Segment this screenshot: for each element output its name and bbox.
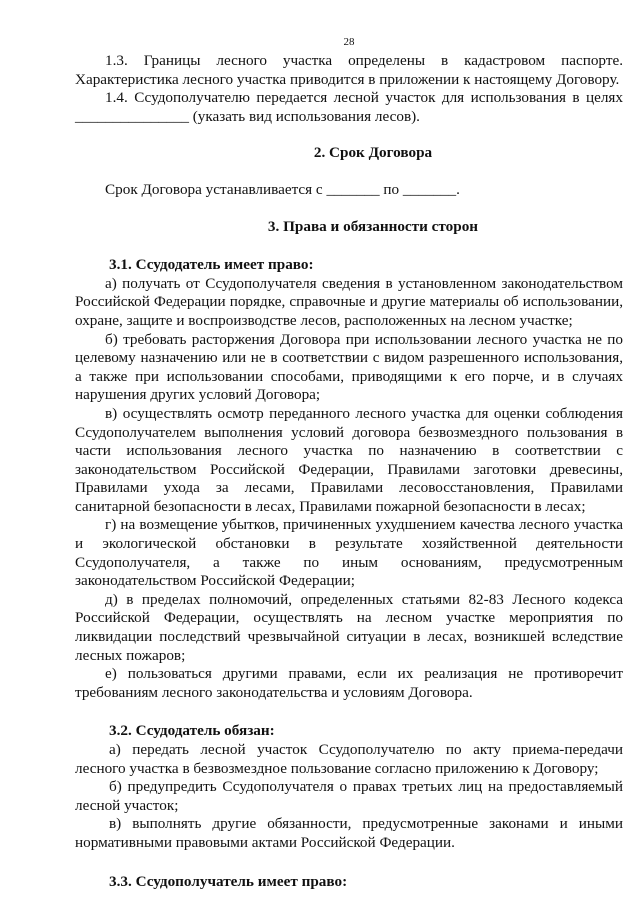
rights-item-e: е) пользоваться другими правами, если их реализация не противоречит требованиям лесного законодательства и условиям Договора. <box>75 665 623 701</box>
section-2-heading: 2. Срок Договора <box>313 144 433 162</box>
page-number: 28 <box>343 36 355 48</box>
rights-item-v: в) осуществлять осмотр переданного лесного участка для оценки соблюдения Ссудополучателем выполнения условий договора безвозмездного пользования в части использования лесного участка по назначению в соответствии с законодательством Российской Федерации, Правилами заготовки древесины, Правилами ухода за лесами, Правилами лесовосстановления, Правилами санитарной безопасности в лесах, Правилами пожарной безопасности в лесах; <box>75 404 623 515</box>
rights-item-b: б) требовать расторжения Договора при использовании лесного участка не по целевому назначению или не в соответствии с видом разрешенного использования, а также при использовании способами, приводящими к его порче, и в случаях нарушения других условий Договора; <box>75 330 623 404</box>
duties-item-a: а) передать лесной участок Ссудополучателю по акту приема-передачи лесного участка в безвозмездное пользование согласно приложению к Договору; <box>75 741 623 777</box>
rights-item-a: а) получать от Ссудополучателя сведения в установленном законодательством Российской Федерации порядке, справочные и другие материалы об использовании, охране, защите и воспроизводстве лесов, расположенных на лесном участке; <box>75 274 623 329</box>
subsection-3-3-heading: 3.3. Ссудополучатель имеет право: <box>109 872 348 890</box>
duties-item-b: б) предупредить Ссудополучателя о правах третьих лиц на предоставляемый лесной участок; <box>75 778 623 814</box>
term-paragraph: Срок Договора устанавливается с _______ по _______. <box>105 180 460 198</box>
rights-item-d: д) в пределах полномочий, определенных статьями 82-83 Лесного кодекса Российской Федерации, осуществлять на лесном участке мероприятия по ликвидации последствий чрезвычайной ситуации в лесах, возникшей вследствие лесных пожаров; <box>75 590 623 664</box>
paragraph-1-4: 1.4. Ссудополучателю передается лесной участок для использования в целях _______________ (указать вид использования лесов). <box>75 89 623 125</box>
section-3-heading: 3. Права и обязанности сторон <box>267 217 479 235</box>
paragraph-1-3: 1.3. Границы лесного участка определены в кадастровом паспорте. Характеристика лесного участка приводится в приложении к настоящему Договору. <box>75 52 623 88</box>
subsection-3-2-heading: 3.2. Ссудодатель обязан: <box>109 722 275 740</box>
subsection-3-1-heading: 3.1. Ссудодатель имеет право: <box>109 256 314 274</box>
rights-item-g: г) на возмещение убытков, причиненных ухудшением качества лесного участка и экологической обстановки в результате хозяйственной деятельности Ссудополучателя, а также по иным основаниям, предусмотренным законодательством Российской Федерации; <box>75 516 623 590</box>
duties-item-v: в) выполнять другие обязанности, предусмотренные законами и иными нормативными правовыми актами Российской Федерации. <box>75 815 623 851</box>
